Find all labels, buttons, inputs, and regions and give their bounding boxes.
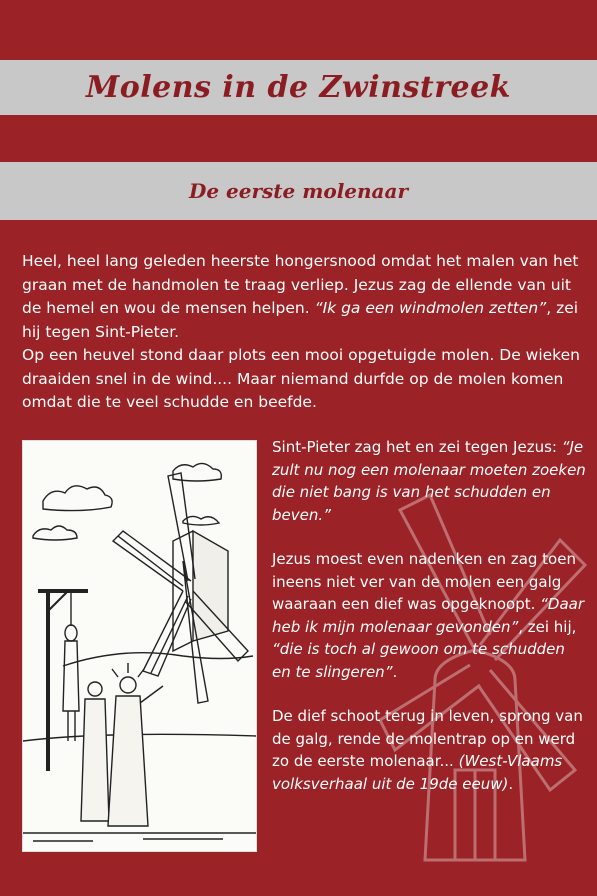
story-p3-source: (West-Vlaams volksverhaal uit de 19de eeuw)	[272, 752, 563, 793]
story-p2-text-end: .	[392, 662, 398, 681]
intro-p1-text-end: , zei hij tegen Sint-Pieter.	[22, 299, 579, 341]
story-paragraph-1	[272, 436, 587, 526]
story-p2-text-mid: , zei hij,	[518, 617, 577, 636]
intro-paragraph-1	[22, 250, 582, 344]
intro-paragraph-2: Op een heuvel stond daar plots een mooi opgetuigde molen. De wieken draaiden snel in de wind.... Maar niemand durfde op de molen komen omdat die te veel schudde en beefde.	[22, 346, 580, 411]
intro-text	[22, 250, 582, 415]
page-subtitle: De eerste molenaar	[188, 179, 409, 203]
story-text	[272, 436, 587, 817]
story-p1-quote: “Je zult nu nog een molenaar moeten zoeken die niet bang is van het schudden en beven.”	[272, 438, 586, 524]
story-p3-text-end: .	[508, 774, 514, 793]
story-paragraph-3	[272, 705, 587, 795]
intro-p1-quote: “Ik ga een windmolen zetten”	[314, 299, 547, 317]
page-title: Molens in de Zwinstreek	[86, 70, 511, 105]
subtitle-band	[0, 162, 597, 220]
story-p2-text: Jezus moest even nadenken en zag toen ineens niet ver van de molen een galg waaraan een dief was opgeknoopt.	[272, 550, 576, 613]
intro-p1-text: Heel, heel lang geleden heerste hongersnood omdat het malen van het graan met de handmolen te traag verliep. Jezus zag de ellende van uit de hemel en wou de mensen helpen.	[22, 252, 579, 317]
story-paragraph-2	[272, 548, 587, 683]
woodcut-windmill-gallows-illustration	[22, 440, 257, 852]
story-p1-text: Sint-Pieter zag het en zei tegen Jezus:	[272, 438, 562, 456]
title-band	[0, 60, 597, 115]
story-p3-text: De dief schoot terug in leven, sprong van de galg, rende de molentrap op en werd zo de eerste molenaar...	[272, 707, 583, 770]
story-p2-quote-2: “die is toch al gewoon om te schudden en te slingeren”	[272, 640, 565, 681]
story-p2-quote-1: “Daar heb ik mijn molenaar gevonden”	[272, 595, 585, 636]
